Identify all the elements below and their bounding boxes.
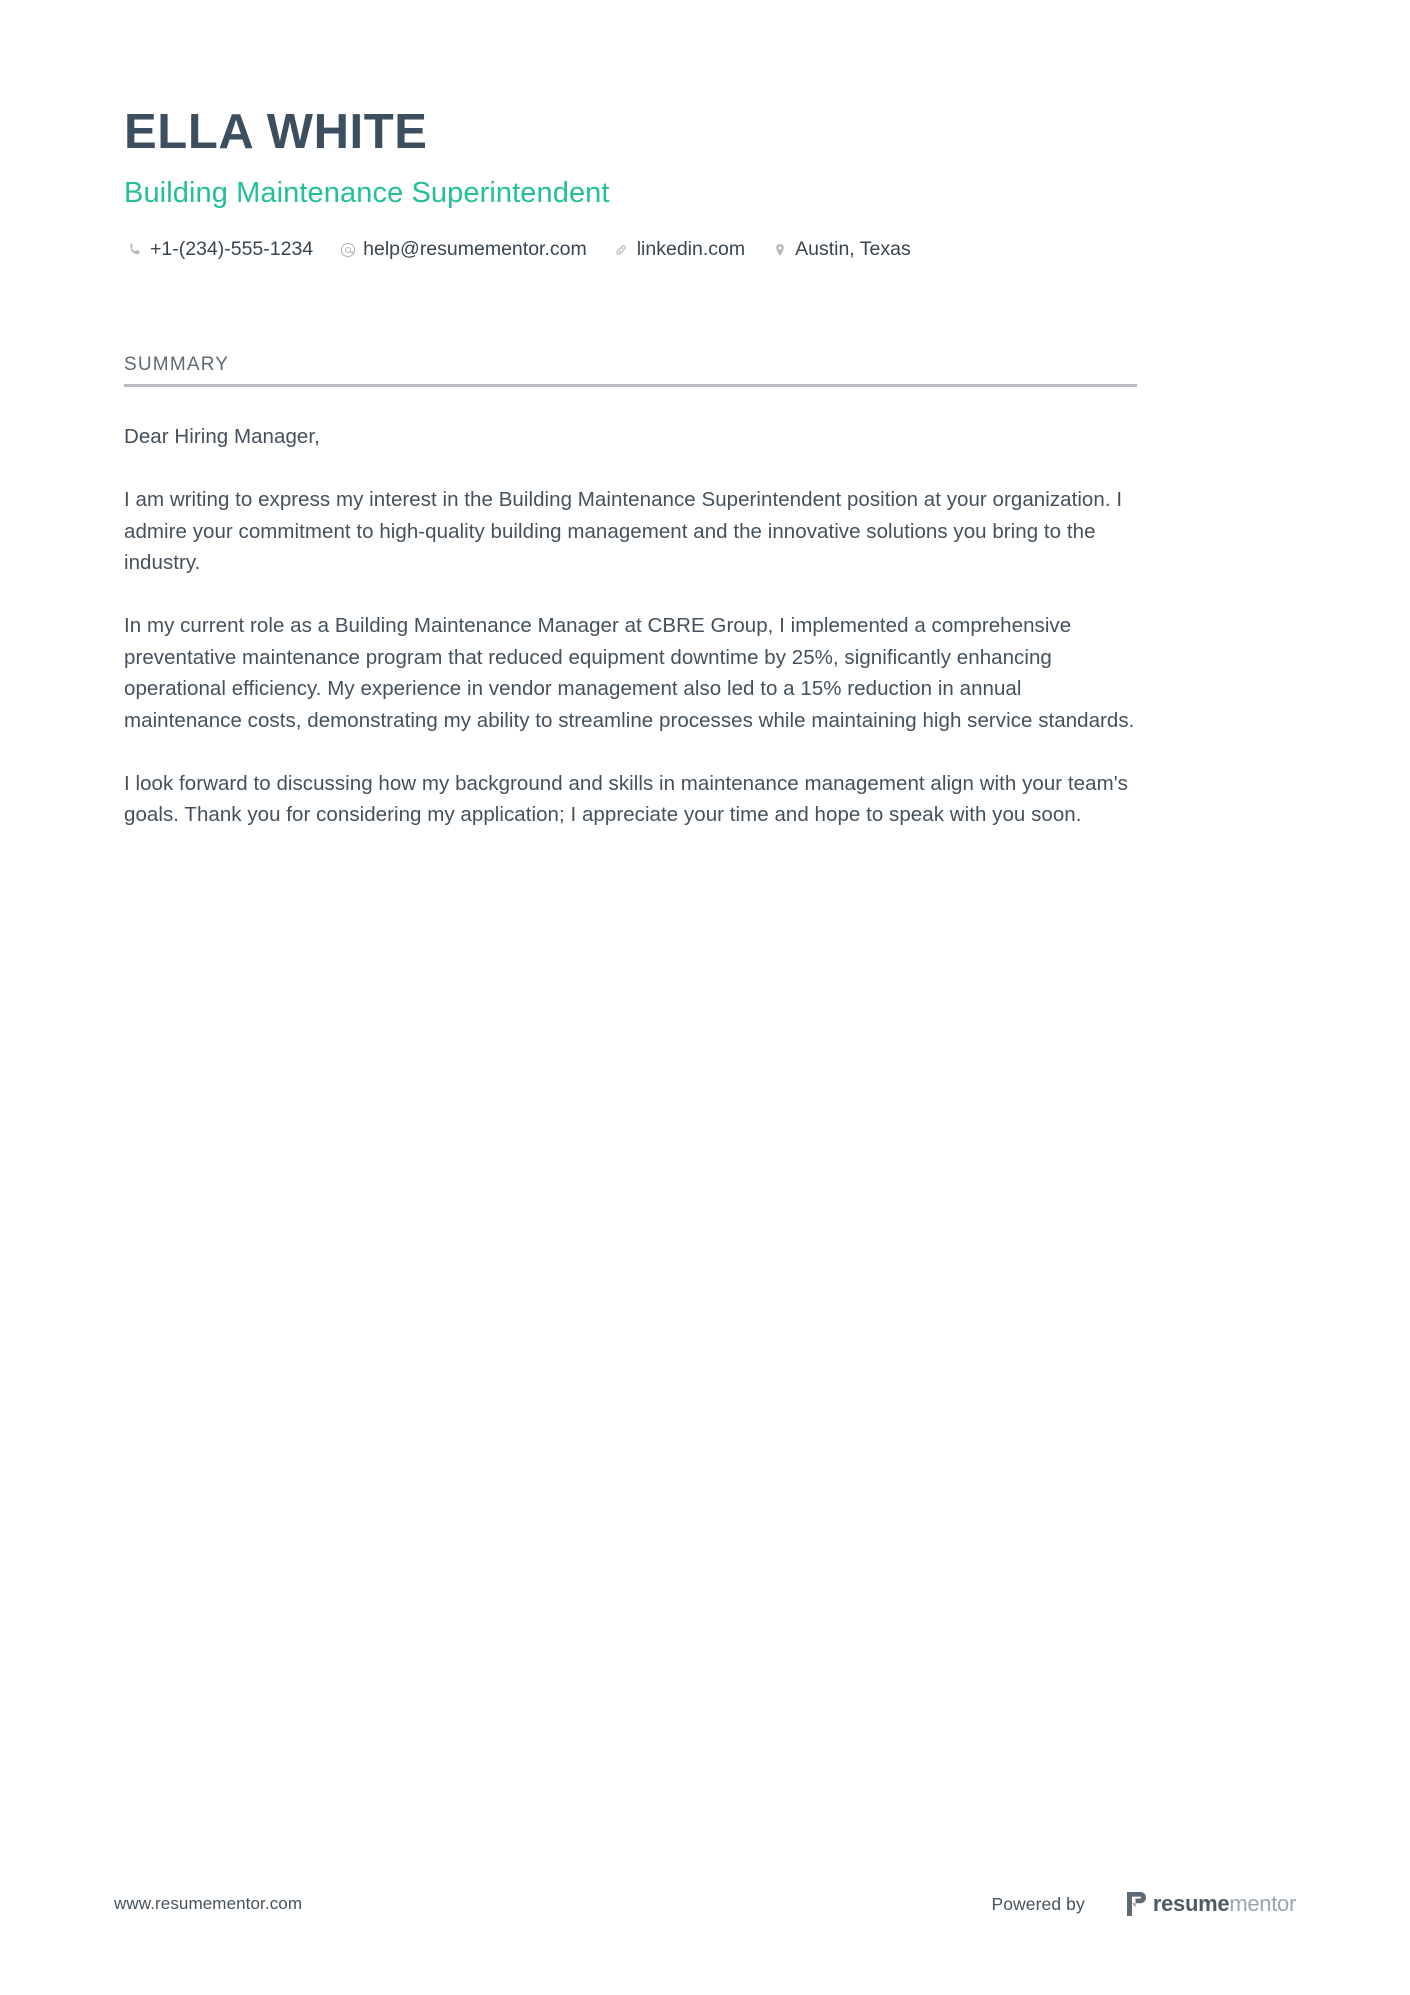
candidate-name: ELLA WHITE <box>124 105 428 159</box>
resumementor-logo-icon <box>1125 1891 1146 1917</box>
document-header <box>124 105 1264 210</box>
brand-light-text: mentor <box>1229 1891 1296 1916</box>
contact-link-text: linkedin.com <box>636 238 746 260</box>
resumementor-brand[interactable] <box>1125 1891 1296 1917</box>
letter-salutation: Dear Hiring Manager, <box>124 425 320 448</box>
contact-item-email <box>339 240 587 260</box>
footer-branding <box>991 1891 1296 1917</box>
contact-location-text: Austin, Texas <box>795 238 911 260</box>
letter-paragraph-1: I am writing to express my interest in the Building Maintenance Superintendent position at your organization. I admire your commitment to high-quality building management and the innovative solutions you bring to the industry. <box>124 488 1123 575</box>
phone-icon <box>126 241 143 258</box>
resumementor-wordmark <box>1153 1893 1296 1915</box>
contact-item-phone <box>126 240 313 260</box>
candidate-job-title: Building Maintenance Superintendent <box>124 177 610 209</box>
section-heading-summary: SUMMARY <box>124 354 230 375</box>
powered-by-label: Powered by <box>991 1893 1085 1914</box>
contact-email-text: help@resumementor.com <box>363 238 587 260</box>
letter-paragraph-3: I look forward to discussing how my background and skills in maintenance management align with your team's goals. Thank you for considering my application; I appreciate your time and hope to speak with you soon. <box>124 771 1128 827</box>
cover-letter-body <box>124 421 1137 831</box>
footer-website-url[interactable]: www.resumementor.com <box>114 1894 303 1913</box>
section-divider <box>124 384 1137 387</box>
contact-item-location <box>771 240 911 260</box>
email-icon <box>339 241 356 258</box>
summary-section <box>124 355 1137 831</box>
contact-phone-text: +1-(234)-555-1234 <box>150 238 314 260</box>
contact-info-row <box>126 240 911 260</box>
brand-bold-text: resume <box>1152 1891 1230 1916</box>
link-icon <box>613 241 630 258</box>
location-pin-icon <box>771 241 788 258</box>
contact-item-link <box>613 240 745 260</box>
page-footer <box>114 1891 1296 1917</box>
letter-paragraph-2: In my current role as a Building Maintenance Manager at CBRE Group, I implemented a comprehensive preventative maintenance program that reduced equipment downtime by 25%, significantly enhancing operational efficiency. My experience in vendor management also led to a 15% reduction in annual maintenance costs, demonstrating my ability to streamline processes while maintaining high service standards. <box>124 614 1135 732</box>
